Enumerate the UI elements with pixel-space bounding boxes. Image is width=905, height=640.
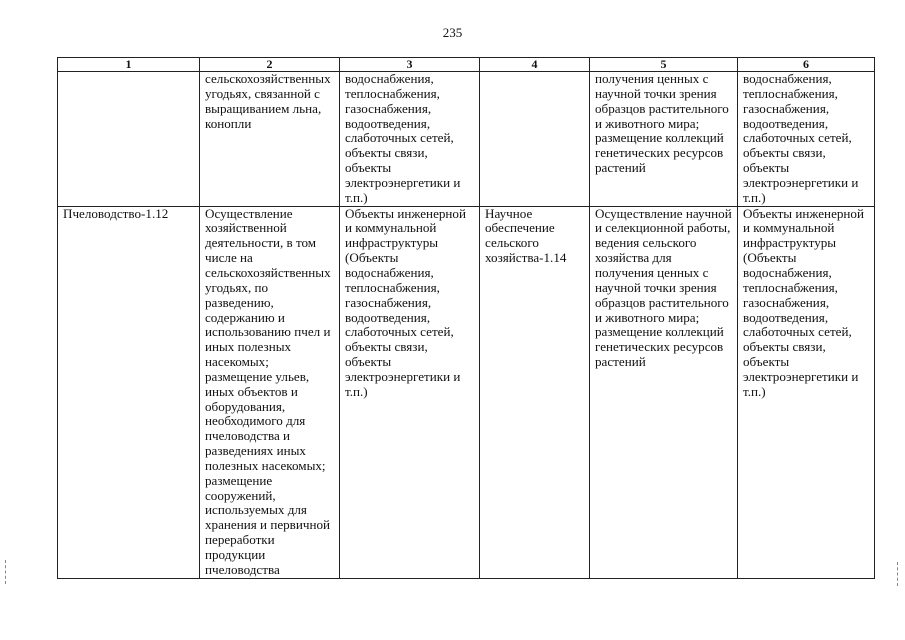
land-use-table — [57, 57, 875, 579]
column-number-5: 5 — [590, 58, 738, 72]
table-cell: Пчеловодство-1.12 — [58, 206, 200, 578]
table-row-continuation — [58, 72, 875, 207]
table-cell: водоснабжения, теплоснабжения, газоснабжения, водоотведения, слаботочных сетей, объекты связи, объекты электроэнергетики и т.п.) — [738, 72, 875, 207]
table-cell — [58, 72, 200, 207]
table-cell: Научное обеспечение сельского хозяйства-1.14 — [480, 206, 590, 578]
column-number-2: 2 — [200, 58, 340, 72]
table-cell — [480, 72, 590, 207]
table-row-beekeeping — [58, 206, 875, 578]
column-number-3: 3 — [340, 58, 480, 72]
column-number-6: 6 — [738, 58, 875, 72]
scan-edge-mark-left — [5, 560, 6, 584]
page-number: 235 — [442, 25, 463, 40]
table-cell: Осуществление хозяйственной деятельности, в том числе на сельскохозяйственных угодьях, по разведению, содержанию и использованию пчел и иных полезных насекомых; размещение ульев, иных объектов и оборудования, необходимого для пчеловодства и разведениях иных полезных насекомых; размещение сооружений, используемых для хранения и первичной переработки продукции пчеловодства — [200, 206, 340, 578]
table-cell: водоснабжения, теплоснабжения, газоснабжения, водоотведения, слаботочных сетей, объекты связи, объекты электроэнергетики и т.п.) — [340, 72, 480, 207]
table-cell: Объекты инженерной и коммунальной инфраструктуры (Объекты водоснабжения, теплоснабжения, газоснабжения, водоотведения, слаботочных сетей, объекты связи, объекты электроэнергетики и т.п.) — [738, 206, 875, 578]
table-header-row — [58, 58, 875, 72]
table-cell: Объекты инженерной и коммунальной инфраструктуры (Объекты водоснабжения, теплоснабжения, газоснабжения, водоотведения, слаботочных сетей, объекты связи, объекты электроэнергетики и т.п.) — [340, 206, 480, 578]
table-cell: сельскохозяйственных угодьях, связанной с выращиванием льна, конопли — [200, 72, 340, 207]
table-cell: Осуществление научной и селекционной работы, ведения сельского хозяйства для получения ценных с научной точки зрения образцов растительного и животного мира; размещение коллекций генетических ресурсов растений — [590, 206, 738, 578]
column-number-4: 4 — [480, 58, 590, 72]
column-number-1: 1 — [58, 58, 200, 72]
table-cell: получения ценных с научной точки зрения образцов растительного и животного мира; размещение коллекций генетических ресурсов растений — [590, 72, 738, 207]
scan-edge-mark-right — [897, 562, 898, 586]
